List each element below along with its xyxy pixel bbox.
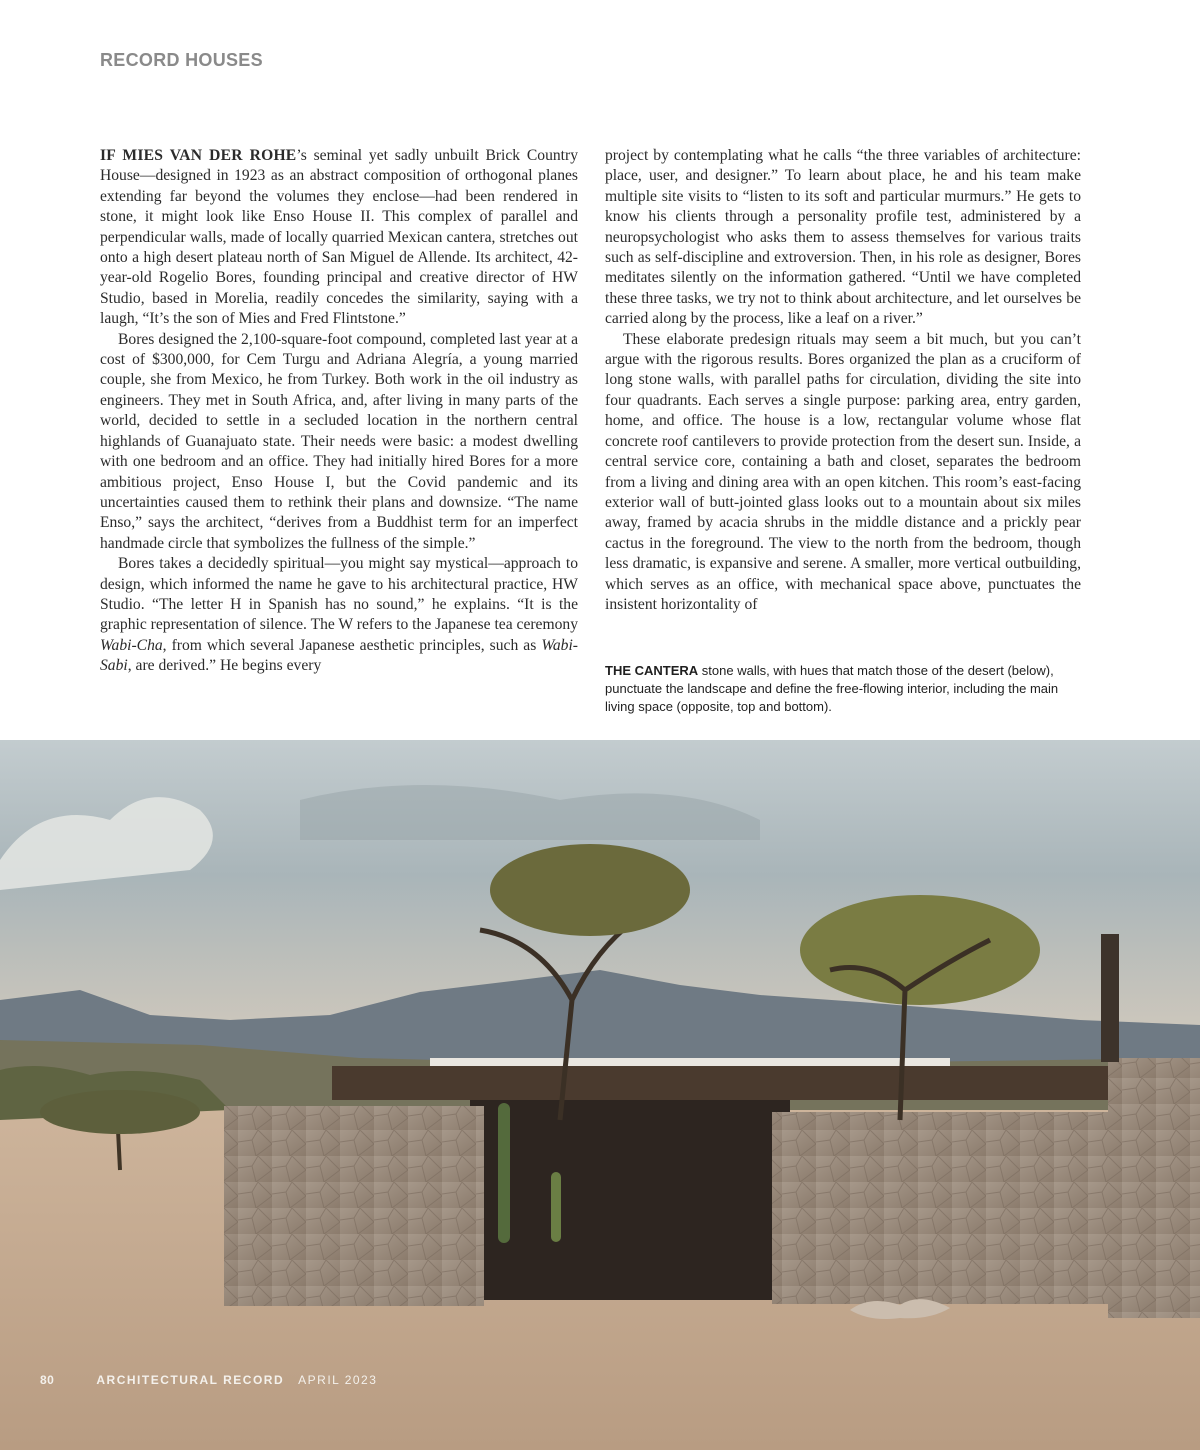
article-paragraph: project by contemplating what he calls “the three variables of architecture: place, user, and designer.” To learn about place, he and his team make multiple site visits to “listen to its soft and particular murmurs.” He gets to know his clients through a personality profile test, administered by a neuropsychologist who asks them to assess themselves for various traits such as self-discipline and extroversion. Then, in his role as designer, Bores meditates silently on the information gathered. “Until we have completed these three tasks, we try not to think about architecture, and let ourselves be carried along by the process, like a leaf on a river.” [605, 147, 1081, 328]
paragraph-text: , from which several Japanese aesthetic principles, such as [162, 636, 542, 654]
paragraph-text: Bores takes a decidedly spiritual—you might say mystical—approach to design, which informed the name he gave to his architectural practice, HW Studio. “The letter H in Spanish has no sound,” he explains. “It is the graphic representation of silence. The W refers to the Japanese tea ceremony [100, 555, 578, 634]
caption-text: stone walls, with hues that match those of the desert (below), punctuate the landscape and define the free-flowing interior, including the main living space (opposite, top and bottom). [605, 663, 1059, 714]
issue-date: APRIL 2023 [298, 1373, 378, 1387]
tree-left-canopy [40, 1090, 200, 1134]
italic-term: Wabi-Cha [100, 636, 163, 654]
stone-wall-left [224, 1106, 484, 1306]
paragraph-text: , are derived.” He begins every [127, 657, 322, 675]
roof-edge [430, 1058, 950, 1066]
page-number: 80 [40, 1373, 55, 1387]
cactus [498, 1103, 510, 1243]
house-photo [0, 740, 1200, 1450]
article-paragraph [100, 146, 578, 330]
page-footer [40, 1373, 377, 1387]
roof-slab [332, 1066, 1112, 1100]
article-column-right [605, 146, 1081, 615]
stone-wall-right [772, 1112, 1110, 1304]
article-paragraph: Bores designed the 2,100-square-foot compound, completed last year at a cost of $300,000, for Cem Turgu and Adriana Alegría, a young married couple, she from Mexico, he from Turkey. Both work in the oil industry as engineers. They met in South Africa, and, after living in many parts of the world, decided to settle in a secluded location in the northern central highlands of Guanajuato state. Their needs were basic: a modest dwelling with one bedroom and an office. They had initially hired Bores for a more ambitious project, Enso House I, but the Covid pandemic and its uncertainties caused them to rethink their plans and downsize. “The name Enso,” says the architect, “derives from a Buddhist term for an imperfect handmade circle that symbolizes the fullness of the simple.” [100, 330, 578, 552]
article-lead-in: IF MIES VAN DER ROHE [100, 147, 297, 164]
article-column-left [100, 146, 578, 677]
italic-term: Wabi-Sabi [100, 636, 578, 675]
article-paragraph [100, 554, 578, 676]
magazine-name: ARCHITECTURAL RECORD [96, 1373, 285, 1387]
tree-center-canopy [490, 844, 690, 936]
paragraph-text: ’s seminal yet sadly unbuilt Brick Country House—designed in 1923 as an abstract composition of orthogonal planes extending far beyond the volumes they enclose—had been rendered in stone, it might look like Enso House II. This complex of parallel and perpendicular walls, made of locally quarried Mexican cantera, stretches out onto a high desert plateau north of San Miguel de Allende. Its architect, 42-year-old Rogelio Bores, founding principal and creative director of HW Studio, based in Morelia, readily concedes the similarity, saying with a laugh, “It’s the son of Mies and Fred Flintstone.” [100, 147, 578, 328]
chimney [1101, 934, 1119, 1062]
stone-wall-far-right [1108, 1058, 1200, 1318]
section-label: RECORD HOUSES [100, 50, 263, 70]
cactus-small [551, 1172, 561, 1242]
article-paragraph: These elaborate predesign rituals may seem a bit much, but you can’t argue with the rigorous results. Bores organized the plan as a cruciform of long stone walls, with parallel paths for circulation, dividing the site into four quadrants. Each serves a single purpose: parking area, entry garden, home, and office. The house is a low, rectangular volume whose flat concrete roof cantilevers to provide protection from the desert sun. Inside, a central service core, containing a bath and closet, separates the bedroom from a living and dining area with an open kitchen. This room’s east-facing exterior wall of butt-jointed glass looks out to a mountain about six miles away, framed by acacia shrubs in the middle distance and a prickly pear cactus in the foreground. The view to the north from the bedroom, though less dramatic, is expansive and serene. A smaller, more vertical outbuilding, which serves as an office, with mechanical space above, punctuates the insistent horizontality of [605, 330, 1081, 613]
caption-lead-in: THE CANTERA [605, 663, 699, 678]
glass-interior [470, 1100, 790, 1300]
photo-illustration [0, 740, 1200, 1450]
tree-right-canopy [800, 895, 1040, 1005]
photo-caption [605, 662, 1075, 716]
